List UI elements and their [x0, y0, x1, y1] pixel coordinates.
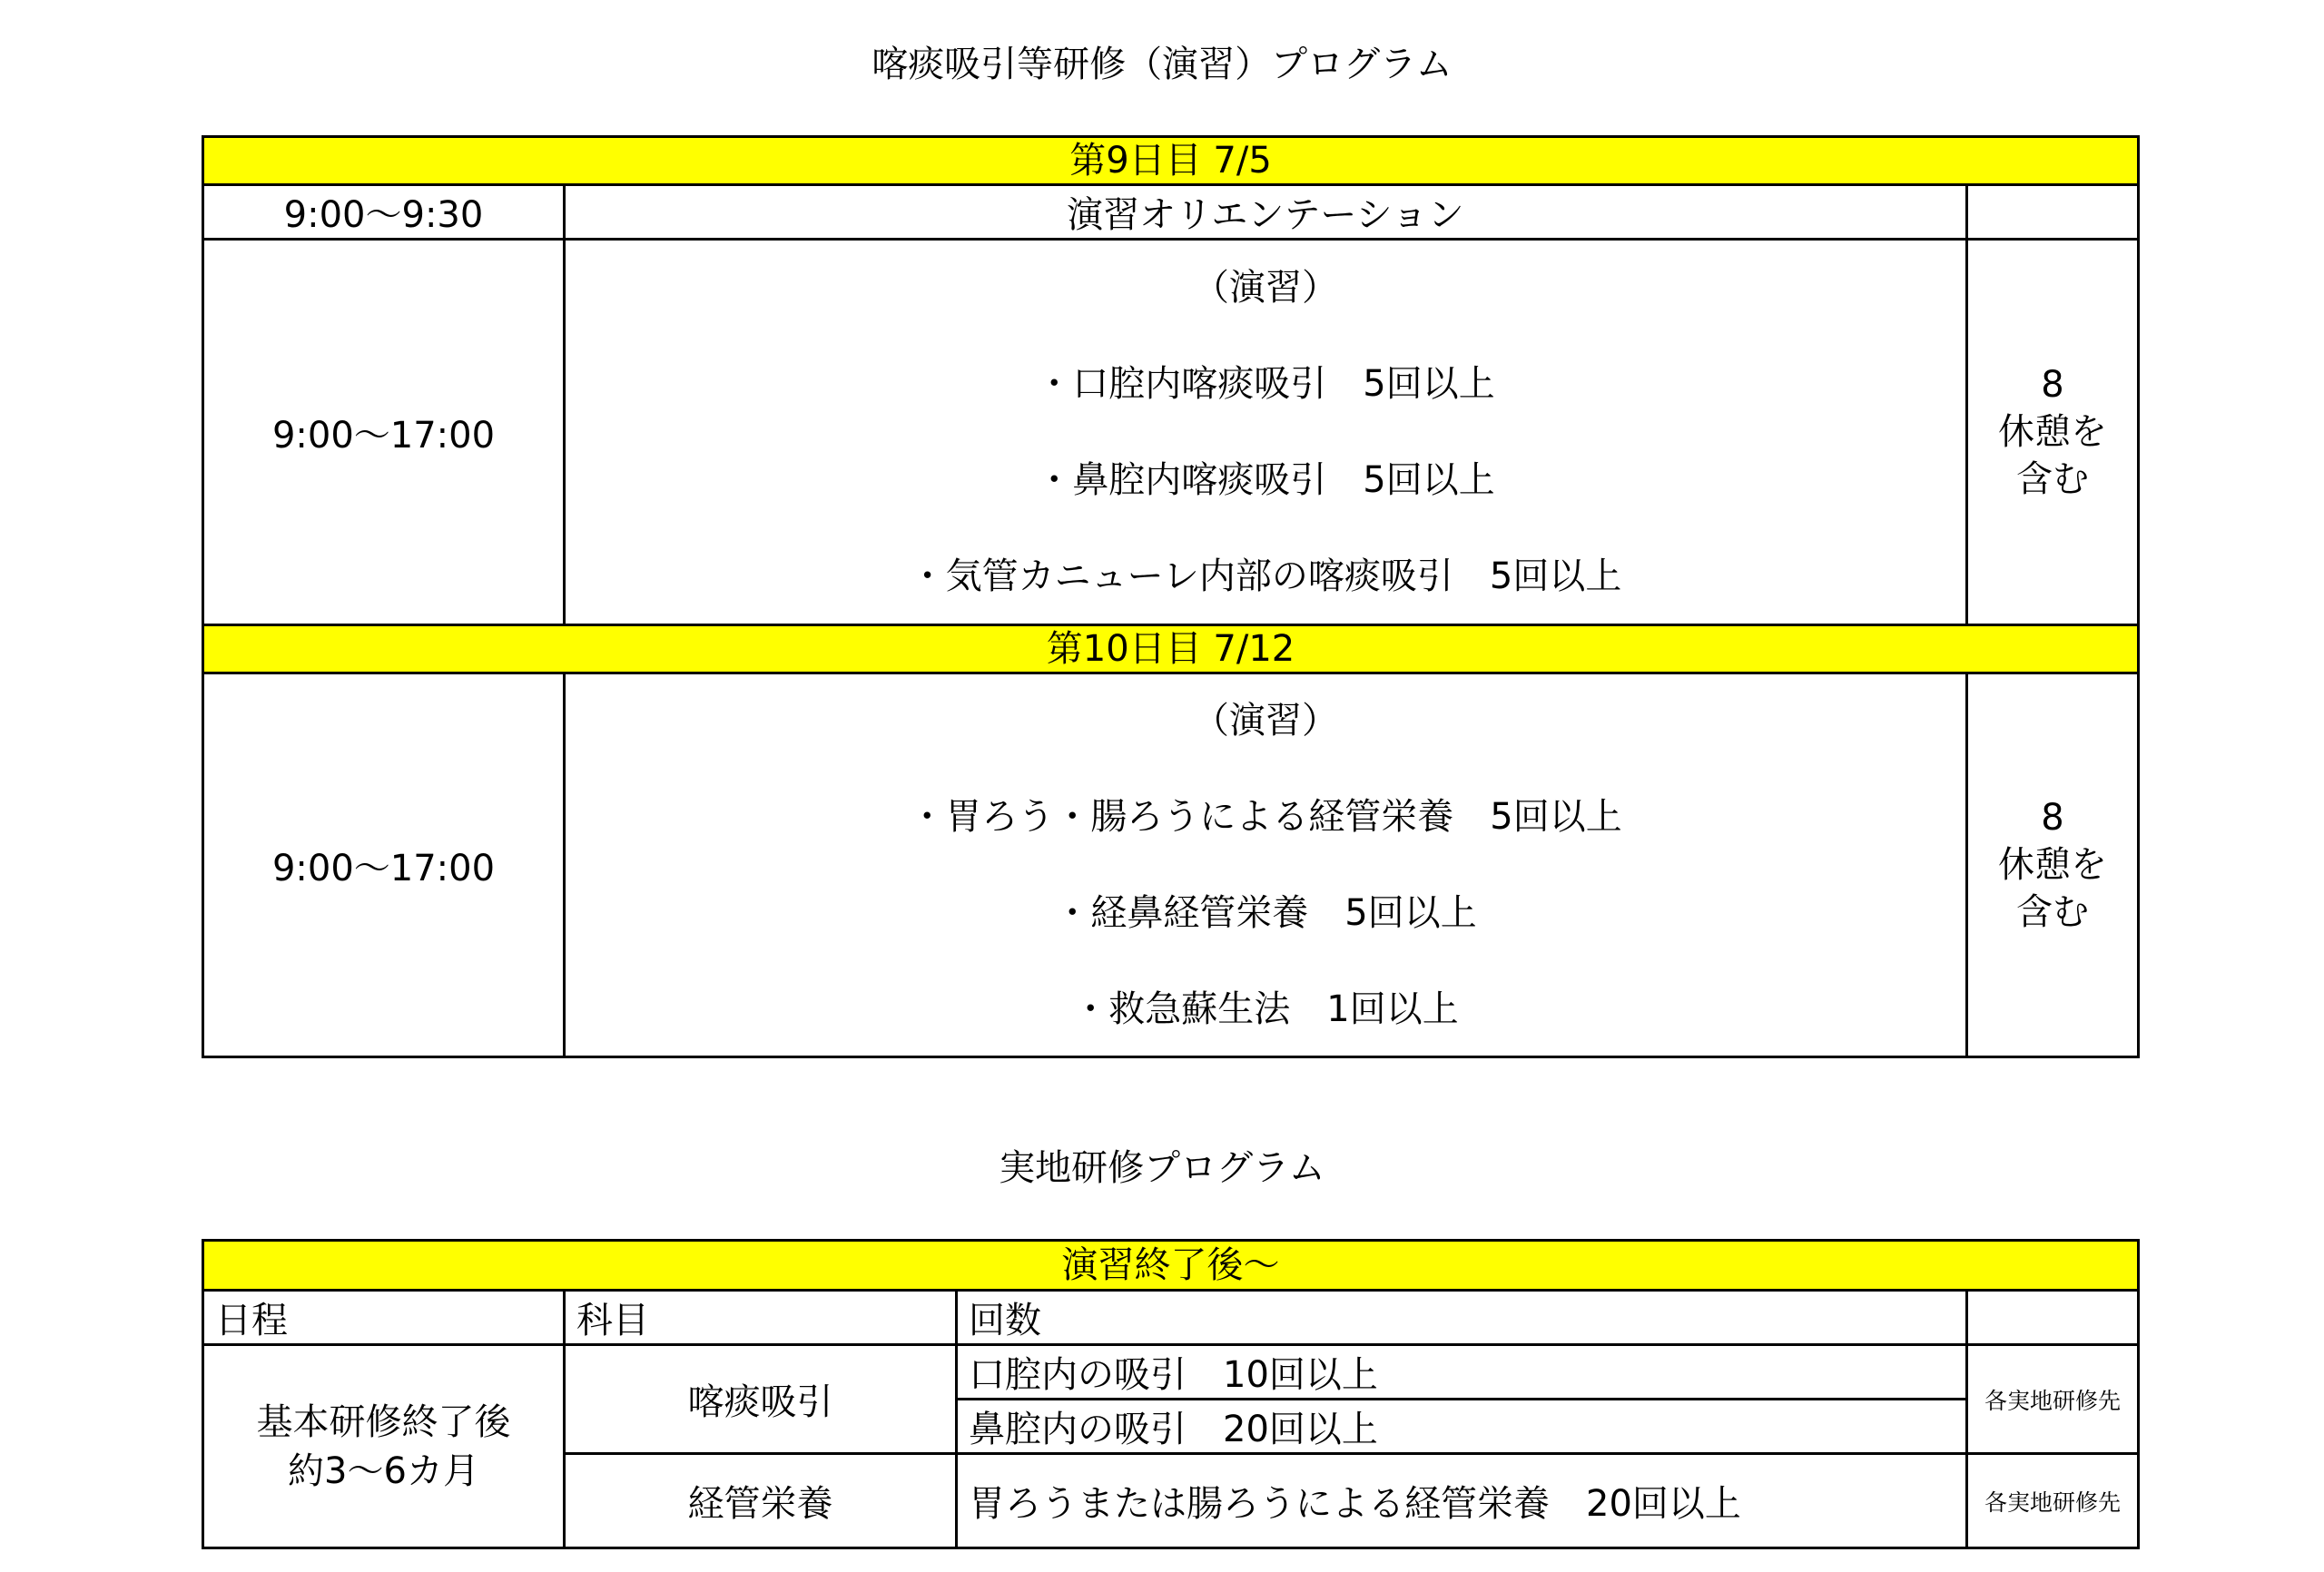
- day10-header: 第10日目 7/12: [203, 625, 2139, 673]
- list-item: ・鼻腔内喀痰吸引 5回以上: [1036, 459, 1495, 501]
- list-item: ・口腔内喀痰吸引 5回以上: [1036, 363, 1495, 405]
- field-training-title: 実地研修プログラム: [999, 1147, 1325, 1189]
- day10-practice-time: 9:00～17:00: [203, 673, 565, 1057]
- orientation-content: 演習オリエンテーション: [565, 185, 1967, 240]
- day9-practice-time: 9:00～17:00: [203, 240, 565, 625]
- day9-practice-heading: （演習）: [1193, 267, 1338, 309]
- table-row: [203, 1345, 2139, 1400]
- list-item: ・経鼻経管栄養 5回以上: [1054, 892, 1477, 934]
- day9-hours: [1967, 240, 2139, 625]
- day10-practice-items: [565, 673, 1967, 1057]
- day9-header: 第9日目 7/5: [203, 137, 2139, 185]
- orientation-note: [1967, 185, 2139, 240]
- list-item: ・救急蘇生法 1回以上: [1072, 988, 1459, 1030]
- day10-practice-heading: （演習）: [1193, 700, 1338, 742]
- place-tube-feeding: 各実地研修先: [1967, 1454, 2139, 1548]
- field-training-table: [202, 1239, 2140, 1549]
- day10-hours: [1967, 673, 2139, 1057]
- schedule-line2: 約3～6カ月: [288, 1449, 479, 1492]
- field-header-row: [203, 1241, 2139, 1291]
- field-column-row: [203, 1291, 2139, 1345]
- place-suction: 各実地研修先: [1967, 1345, 2139, 1454]
- schedule-line1: 基本研修終了後: [256, 1400, 511, 1443]
- day9-hours-note2: 含む: [2016, 458, 2090, 500]
- count-oral: 口腔内の吸引 10回以上: [957, 1345, 1967, 1400]
- day9-hours-note1: 休憩を: [1998, 411, 2108, 453]
- subject-suction: 喀痰吸引: [565, 1345, 957, 1454]
- column-count: 回数: [957, 1291, 1967, 1345]
- day9-header-row: [203, 137, 2139, 185]
- count-tube-feeding: 胃ろうまたは腸ろうによる経管栄養 20回以上: [957, 1454, 1967, 1548]
- count-nasal: 鼻腔内の吸引 20回以上: [957, 1400, 1967, 1454]
- program-title: 喀痰吸引等研修（演習）プログラム: [872, 44, 1452, 85]
- orientation-row: [203, 185, 2139, 240]
- list-item: ・気管カニューレ内部の喀痰吸引 5回以上: [909, 555, 1622, 597]
- day10-practice-row: [203, 673, 2139, 1057]
- column-subject: 科目: [565, 1291, 957, 1345]
- day10-hours-note1: 休憩を: [1998, 844, 2108, 886]
- list-item: ・胃ろう・腸ろうによる経管栄養 5回以上: [909, 796, 1622, 838]
- subject-tube-feeding: 経管栄養: [565, 1454, 957, 1548]
- orientation-time: 9:00～9:30: [203, 185, 565, 240]
- practice-program-table: [202, 135, 2140, 1058]
- day10-hours-value: 8: [2041, 797, 2064, 839]
- field-header: 演習終了後～: [203, 1241, 2139, 1291]
- schedule-cell: [203, 1345, 565, 1548]
- column-place: [1967, 1291, 2139, 1345]
- column-schedule: 日程: [203, 1291, 565, 1345]
- day9-practice-items: [565, 240, 1967, 625]
- day9-practice-row: [203, 240, 2139, 625]
- day10-hours-note2: 含む: [2016, 891, 2090, 933]
- day9-hours-value: 8: [2041, 364, 2064, 406]
- day10-header-row: [203, 625, 2139, 673]
